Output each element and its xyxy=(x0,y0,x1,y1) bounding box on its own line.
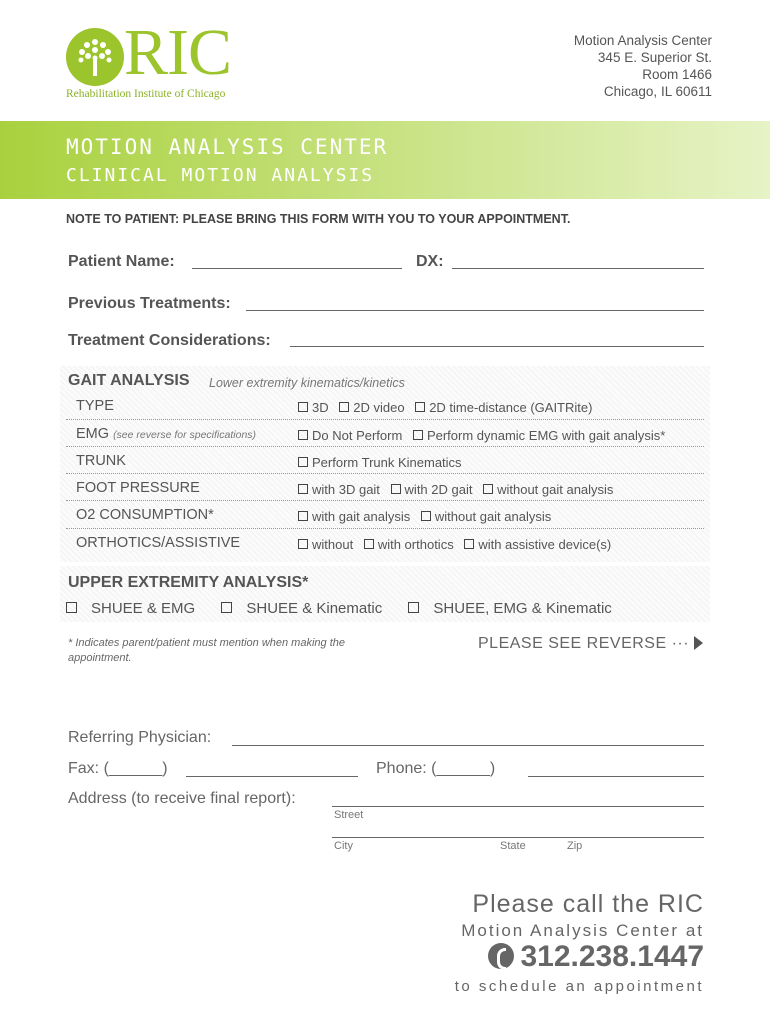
checkbox[interactable] xyxy=(66,602,77,613)
option-label: with orthotics xyxy=(377,537,454,552)
option-label: 2D time-distance (GAITRite) xyxy=(429,400,593,415)
option-shuee-kinematic[interactable] xyxy=(221,600,382,617)
treatment-considerations-label: Treatment Considerations: xyxy=(68,332,271,349)
checkbox[interactable] xyxy=(298,430,308,440)
option-trunk-kinematics[interactable] xyxy=(298,455,462,470)
option-with-assistive-devices[interactable] xyxy=(464,537,611,552)
call-subheading: Motion Analysis Center at xyxy=(461,921,704,940)
gait-row-type-options xyxy=(298,400,599,415)
checkbox[interactable] xyxy=(415,402,425,412)
title-banner xyxy=(0,121,770,199)
gait-analysis-title: GAIT ANALYSIS xyxy=(68,372,190,389)
phone-label: Phone: (______) xyxy=(376,760,496,777)
checkbox[interactable] xyxy=(391,484,401,494)
gait-row-foot-pressure-label: FOOT PRESSURE xyxy=(76,480,200,496)
address-line: Room 1466 xyxy=(642,67,712,82)
center-address xyxy=(574,32,712,100)
row-label-note: (see reverse for specifications) xyxy=(113,429,257,441)
zip-caption: Zip xyxy=(567,840,583,852)
option-label: with 2D gait xyxy=(404,482,473,497)
address-label: Address (to receive final report): xyxy=(68,790,296,807)
checkbox[interactable] xyxy=(464,539,474,549)
option-shuee-emg-kinematic[interactable] xyxy=(408,600,611,617)
phone-number[interactable]: 312.238.1447 xyxy=(520,940,704,973)
arrow-right-icon xyxy=(694,636,703,650)
option-with-orthotics[interactable] xyxy=(364,537,454,552)
option-2d-video[interactable] xyxy=(339,400,404,415)
banner-title: MOTION ANALYSIS CENTER xyxy=(66,135,389,159)
logo-wordmark: RIC xyxy=(124,16,232,89)
option-without-gait-analysis[interactable] xyxy=(483,482,613,497)
phone-icon xyxy=(488,943,514,969)
fax-field[interactable] xyxy=(186,776,358,777)
option-without-gait-analysis[interactable] xyxy=(421,509,551,524)
address-line: Chicago, IL 60611 xyxy=(603,84,712,99)
gait-row-orthotics-label: ORTHOTICS/ASSISTIVE xyxy=(76,535,241,551)
gait-row-trunk-label: TRUNK xyxy=(76,453,126,469)
banner-subtitle: CLINICAL MOTION ANALYSIS xyxy=(66,165,375,186)
gait-row-emg-options xyxy=(298,428,672,443)
phone-field[interactable] xyxy=(528,776,704,777)
checkbox[interactable] xyxy=(298,539,308,549)
gait-row-o2-consumption-label: O2 CONSUMPTION* xyxy=(76,507,214,523)
street-field[interactable] xyxy=(332,806,704,807)
option-with-2d-gait[interactable] xyxy=(391,482,473,497)
row-label-text: EMG xyxy=(76,426,110,442)
option-with-3d-gait[interactable] xyxy=(298,482,380,497)
option-label: SHUEE, EMG & Kinematic xyxy=(433,600,612,617)
option-perform-emg[interactable] xyxy=(413,428,665,443)
gait-row-orthotics-options xyxy=(298,537,618,552)
previous-treatments-label: Previous Treatments: xyxy=(68,295,231,312)
referring-physician-label: Referring Physician: xyxy=(68,729,212,746)
option-label: 3D xyxy=(312,400,329,415)
row-divider xyxy=(66,446,704,447)
footnote: * Indicates parent/patient must mention when making the appointment. xyxy=(68,637,345,664)
checkbox[interactable] xyxy=(483,484,493,494)
option-label: SHUEE & EMG xyxy=(91,600,196,617)
upper-extremity-options xyxy=(66,600,634,617)
city-caption: City xyxy=(334,840,353,852)
option-2d-time-distance[interactable] xyxy=(415,400,592,415)
option-without[interactable] xyxy=(298,537,353,552)
checkbox[interactable] xyxy=(221,602,232,613)
treatment-considerations-field[interactable] xyxy=(290,346,704,347)
checkbox[interactable] xyxy=(298,402,308,412)
option-shuee-emg[interactable] xyxy=(66,600,195,617)
state-caption: State xyxy=(500,840,526,852)
option-label: Do Not Perform xyxy=(312,428,403,443)
option-label: Perform dynamic EMG with gait analysis* xyxy=(426,428,666,443)
dx-field[interactable] xyxy=(452,268,704,269)
street-caption: Street xyxy=(334,809,364,821)
option-label: 2D video xyxy=(353,400,405,415)
dx-label: DX: xyxy=(416,253,444,270)
see-reverse-link[interactable] xyxy=(478,635,703,653)
call-heading: Please call the RIC xyxy=(472,890,704,918)
gait-row-emg-label xyxy=(76,426,256,442)
gait-row-o2-consumption-options xyxy=(298,509,558,524)
checkbox[interactable] xyxy=(339,402,349,412)
referring-physician-field[interactable] xyxy=(232,745,704,746)
checkbox[interactable] xyxy=(298,484,308,494)
checkbox[interactable] xyxy=(408,602,419,613)
checkbox[interactable] xyxy=(421,511,431,521)
checkbox[interactable] xyxy=(298,457,308,467)
option-3d[interactable] xyxy=(298,400,329,415)
gait-row-type-label: TYPE xyxy=(76,398,114,414)
option-label: with gait analysis xyxy=(312,509,411,524)
gait-analysis-subtitle: Lower extremity kinematics/kinetics xyxy=(209,376,405,390)
fax-label: Fax: (______) xyxy=(68,760,168,777)
checkbox[interactable] xyxy=(413,430,423,440)
call-phone xyxy=(488,940,704,974)
logo-subtitle: Rehabilitation Institute of Chicago xyxy=(66,88,226,100)
option-label: with assistive device(s) xyxy=(478,537,612,552)
row-divider xyxy=(66,419,704,420)
patient-name-field[interactable] xyxy=(192,268,402,269)
option-label: Perform Trunk Kinematics xyxy=(312,455,462,470)
option-label: without gait analysis xyxy=(434,509,552,524)
gait-row-trunk-options xyxy=(298,455,469,470)
see-reverse-text: PLEASE SEE REVERSE ··· xyxy=(478,635,690,652)
previous-treatments-field[interactable] xyxy=(246,310,704,311)
option-label: without xyxy=(312,537,354,552)
address-line: 345 E. Superior St. xyxy=(597,50,712,65)
call-footer: to schedule an appointment xyxy=(454,978,704,995)
option-label: without gait analysis xyxy=(497,482,614,497)
ric-logo-tree-icon xyxy=(66,28,124,86)
patient-note: NOTE TO PATIENT: PLEASE BRING THIS FORM WITH YOU TO YOUR APPOINTMENT. xyxy=(66,212,571,226)
option-label: SHUEE & Kinematic xyxy=(246,600,383,617)
upper-extremity-title: UPPER EXTREMITY ANALYSIS* xyxy=(68,574,309,591)
gait-row-foot-pressure-options xyxy=(298,482,620,497)
address-line: Motion Analysis Center xyxy=(573,33,712,48)
checkbox[interactable] xyxy=(298,511,308,521)
city-state-zip-field[interactable] xyxy=(332,837,704,838)
option-with-gait-analysis[interactable] xyxy=(298,509,410,524)
option-label: with 3D gait xyxy=(312,482,380,497)
patient-name-label: Patient Name: xyxy=(68,253,175,270)
checkbox[interactable] xyxy=(364,539,374,549)
row-divider xyxy=(66,528,704,529)
row-divider xyxy=(66,500,704,501)
row-divider xyxy=(66,473,704,474)
option-do-not-perform[interactable] xyxy=(298,428,402,443)
